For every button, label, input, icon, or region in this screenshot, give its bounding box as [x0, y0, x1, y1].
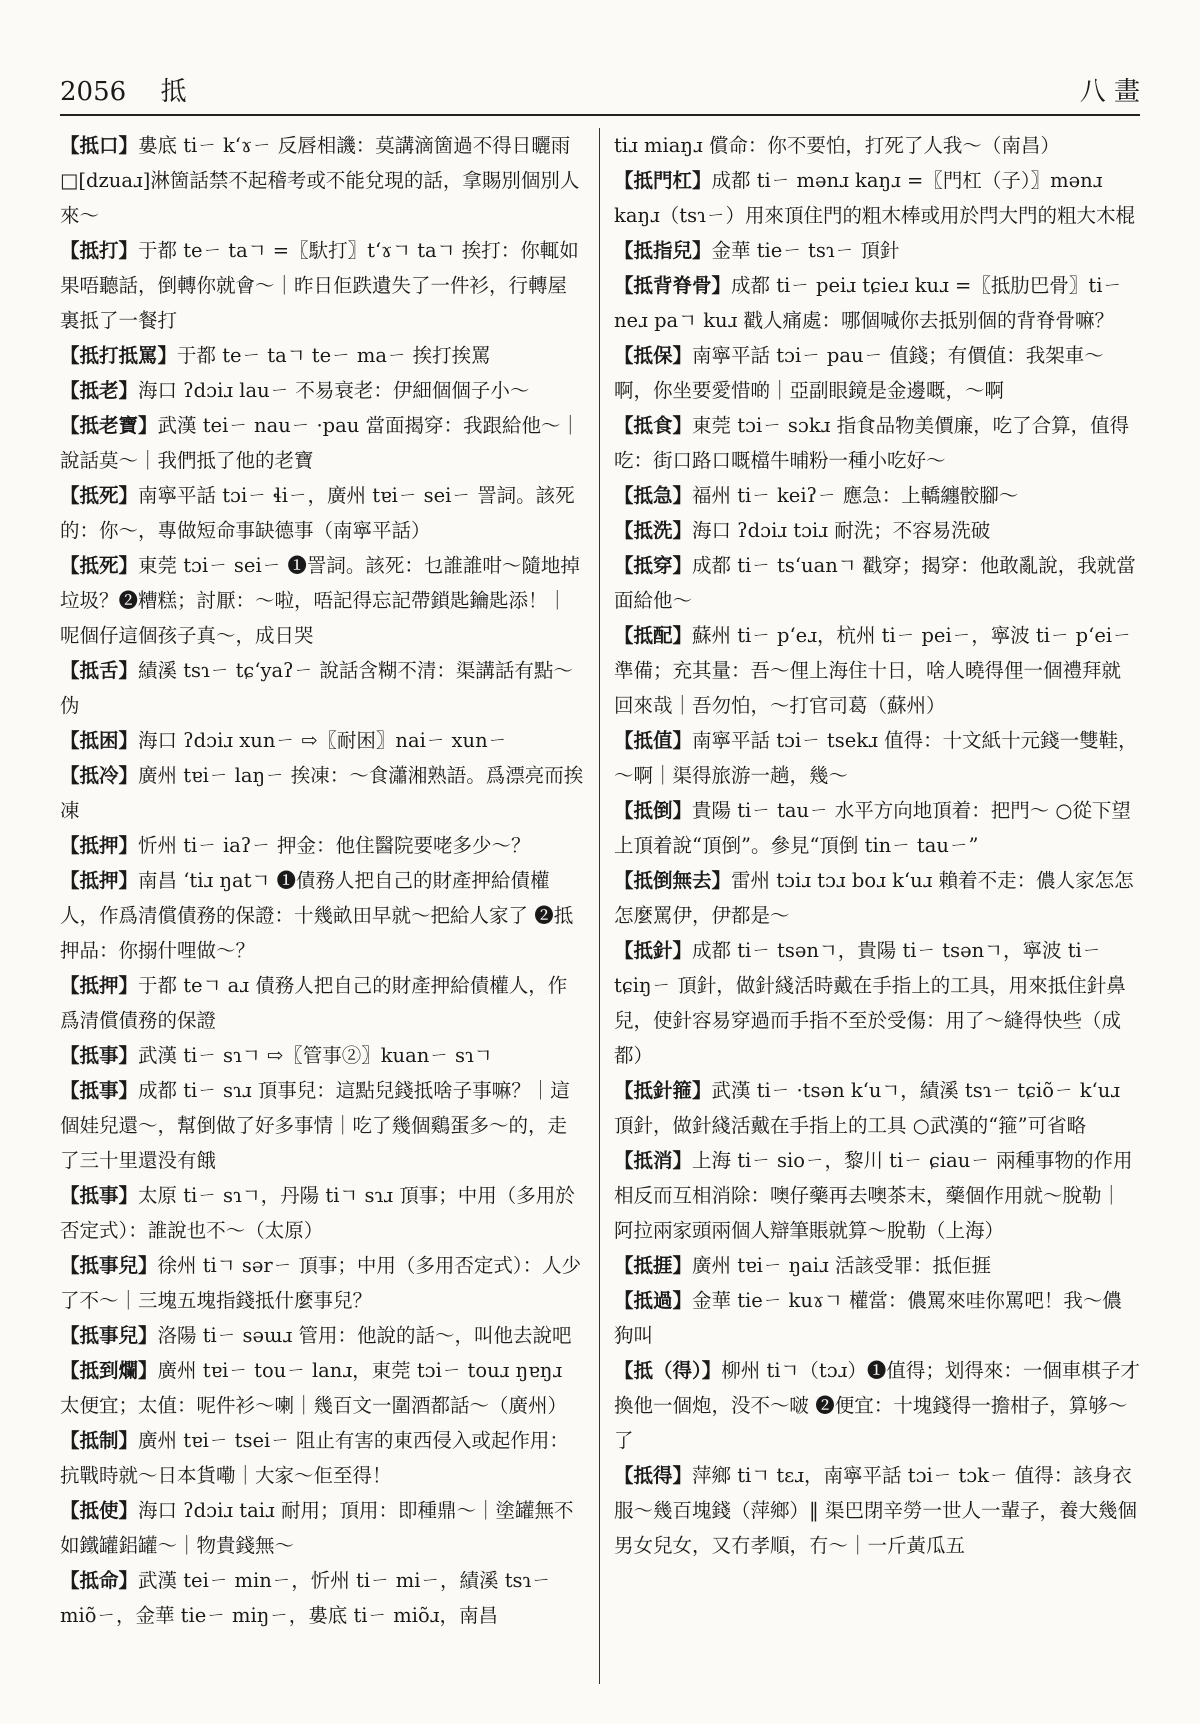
section-title: 八 畫 [1079, 77, 1140, 107]
dictionary-entry [614, 478, 1140, 513]
entry-definition: 金華 tieㄧ tsɿㄧ 頂針 [711, 239, 900, 262]
header-left [60, 71, 212, 108]
head-character: 抵 [160, 77, 187, 107]
dictionary-entry [614, 128, 1140, 163]
dictionary-entry [60, 1353, 585, 1423]
entry-headword: 【抵背脊骨】 [614, 274, 732, 297]
dictionary-entry [60, 1423, 585, 1493]
dictionary-entry [614, 1458, 1140, 1563]
dictionary-entry [614, 1283, 1140, 1353]
dictionary-entry [60, 1493, 585, 1563]
dictionary-entry [614, 1353, 1140, 1458]
entry-definition: 廣州 tɐiㄧ laŋㄧ 挨凍：～食瀟湘熟語。爲漂亮而挨凍 [60, 764, 584, 822]
entry-definition: 績溪 tsɿㄧ tɕʻyaʔㄧ 說話含糊不清：渠講話有點～伪 [60, 659, 573, 717]
dictionary-entry [60, 478, 585, 548]
entry-headword: 【抵事】 [60, 1079, 139, 1102]
entry-headword: 【抵急】 [614, 484, 693, 507]
dictionary-entry [60, 1563, 585, 1633]
entry-headword: 【抵消】 [614, 1149, 693, 1172]
entry-headword: 【抵老】 [60, 379, 139, 402]
entry-definition: 于都 teㄧ taㄱ teㄧ maㄧ 挨打挨罵 [177, 344, 491, 367]
dictionary-entry [614, 723, 1140, 793]
entry-definition: 南寧平話 tɔiㄧ ɬiㄧ，廣州 tɐiㄧ seiㄧ 詈詞。該死的：你～，專做短命事缺德事（南寧平話） [60, 484, 575, 542]
entry-definition: 洛陽 tiㄧ səɯɹ 管用：他說的話～，叫他去說吧 [157, 1324, 572, 1347]
entry-headword: 【抵洗】 [614, 519, 693, 542]
dictionary-entry [614, 1248, 1140, 1283]
page-header [60, 58, 1140, 116]
entry-definition: 成都 tiㄧ peiɹ tɕieɹ kuɹ =〖抵肋巴骨〗tiㄧ neɹ paㄱ kuɹ 戳人痛處：哪個喊你去抵别個的背脊骨嘛？ [614, 274, 1122, 332]
entry-headword: 【抵口】 [60, 134, 139, 157]
dictionary-entry [60, 1178, 585, 1248]
entry-definition: 武漢 tiㄧ sɿㄱ ⇨〖管事②〗kuanㄧ sɿㄱ [138, 1044, 493, 1067]
entry-definition: 海口 ʔdɔiɹ taiɹ 耐用；頂用：即種鼎～｜塗罐無不如鐵罐鋁罐～｜物貴錢無～ [60, 1499, 574, 1557]
dictionary-entry [60, 1248, 585, 1318]
entry-definition: 廣州 tɐiㄧ touㄧ lanɹ，東莞 tɔiㄧ touɹ ŋɐŋɹ 太便宜；太值：呢件衫～喇｜幾百文一圍酒都話～（廣州） [60, 1359, 568, 1417]
entry-definition: 南寧平話 tɔiㄧ tsekɹ 值得：十文紙十元錢一雙鞋，～啊｜渠得旅游一趟，幾～ [614, 729, 1138, 787]
entry-headword: 【抵舌】 [60, 659, 139, 682]
dictionary-entry [614, 618, 1140, 723]
entry-headword: 【抵押】 [60, 974, 139, 997]
entry-definition: 貴陽 tiㄧ tauㄧ 水平方向地頂着：把門～ ○從下望上頂着說“頂倒”。參見“頂倒 tinㄧ tauㄧ” [614, 799, 1131, 857]
dictionary-entry [60, 1038, 585, 1073]
entry-definition: 成都 tiㄧ tsənㄱ，貴陽 tiㄧ tsənㄱ，寧波 tiㄧ tɕiŋㄧ 頂針，做針綫活時戴在手指上的工具，用來抵住針鼻兒，使針容易穿過而手指不至於受傷：用了～縫得快些（成都） [614, 939, 1126, 1067]
dictionary-entry [60, 863, 585, 968]
entry-headword: 【抵打抵罵】 [60, 344, 178, 367]
entry-definition: 海口 ʔdɔiɹ lauㄧ 不易衰老：伊細個個子小～ [138, 379, 530, 402]
dictionary-entry [614, 863, 1140, 933]
entry-headword: 【抵到爛】 [60, 1359, 158, 1382]
entry-definition: 上海 tiㄧ sioㄧ，黎川 tiㄧ ɕiauㄧ 兩種事物的作用相反而互相消除：噢仔藥再去噢茶末，藥個作用就～脫勒｜阿拉兩家頭兩個人辯筆賬就算～脫勒（上海） [614, 1149, 1133, 1242]
dictionary-entry [614, 793, 1140, 863]
entry-headword: 【抵使】 [60, 1499, 139, 1522]
entry-headword: 【抵死】 [60, 484, 139, 507]
entry-definition: 婁底 tiㄧ kʻɤㄧ 反唇相譏：莫講滴箇過不得日曬雨□[dzuaɹ]淋箇話禁不起稽考或不能兌現的話，拿賜別個別人來～ [60, 134, 580, 227]
entry-definition: 蘇州 tiㄧ pʻeɹ，杭州 tiㄧ peiㄧ，寧波 tiㄧ pʻeiㄧ 準備；充其量：吾～俚上海住十日，啥人曉得俚一個禮拜就回來哉｜吾勿怕，～打官司葛（蘇州） [614, 624, 1132, 717]
entry-headword: 【抵得】 [614, 1464, 693, 1487]
entry-definition: 南寧平話 tɔiㄧ pauㄧ 值錢；有價值：我架車～啊，你坐要愛惜啲｜亞副眼鏡是金邊嘅，～啊 [614, 344, 1104, 402]
dictionary-entry [60, 1318, 585, 1353]
dictionary-entry [60, 233, 585, 338]
entry-definition: 東莞 tɔiㄧ sɔkɹ 指食品物美價廉，吃了合算，值得吃：街口路口嘅檔牛晡粉一種小吃好～ [614, 414, 1130, 472]
entry-headword: 【抵針箍】 [614, 1079, 712, 1102]
entry-definition: 柳州 tiㄱ（tɔɹ）❶值得；划得來：一個車棋子才換他一個炮，没不～啵 ❷便宜：十塊錢得一擔柑子，算够～了 [614, 1359, 1140, 1452]
entry-headword: 【抵倒無去】 [614, 869, 732, 892]
entry-headword: 【抵事兒】 [60, 1254, 158, 1277]
dictionary-entry [614, 163, 1140, 233]
dictionary-entry [60, 548, 585, 653]
entry-headword: 【抵困】 [60, 729, 139, 752]
dictionary-entry [614, 338, 1140, 408]
dictionary-entry [60, 408, 585, 478]
entry-definition: 武漢 teiㄧ minㄧ，忻州 tiㄧ miㄧ，績溪 tsɿㄧ miõㄧ，金華 tieㄧ miŋㄧ，婁底 tiㄧ miõɹ，南昌 [60, 1569, 551, 1627]
dictionary-entry [60, 828, 585, 863]
dictionary-entry [60, 968, 585, 1038]
dictionary-entry [60, 1073, 585, 1178]
entry-definition: 海口 ʔdɔiɹ tɔiɹ 耐洗；不容易洗破 [692, 519, 991, 542]
dictionary-entry [60, 373, 585, 408]
entry-definition: 太原 tiㄧ sɿㄱ，丹陽 tiㄱ sɿɹ 頂事；中用（多用於否定式）：誰說也不～（太原） [60, 1184, 575, 1242]
entry-definition: 于都 teㄱ aɹ 債務人把自己的財產押給債權人，作爲清償債務的保證 [60, 974, 568, 1032]
entry-definition: 于都 teㄧ taㄱ =〖馱打〗tʻɤㄱ taㄱ 挨打：你輒如果唔聽話，倒轉你就會～｜昨日佢跌遺失了一件衫，行轉屋裏抵了一餐打 [60, 239, 579, 332]
entry-definition: 廣州 tɐiㄧ tseiㄧ 阻止有害的東西侵入或起作用：抗戰時就～日本貨嘞｜大家～佢至得！ [60, 1429, 569, 1487]
entry-definition: 武漢 teiㄧ nauㄧ ·pau 當面揭穿：我跟給他～｜說話莫～｜我們抵了他的老寶 [60, 414, 581, 472]
entry-headword: 【抵事】 [60, 1044, 139, 1067]
entry-definition: 成都 tiㄧ mənɹ kaŋɹ =〖門杠（子）〗mənɹ kaŋɹ（tsɿㄧ）用來頂住門的粗木棒或用於閂大門的粗大木棍 [614, 169, 1135, 227]
entry-definition: 成都 tiㄧ sɿɹ 頂事兒：這點兒錢抵啥子事嘛？｜這個娃兒還～，幫倒做了好多事情｜吃了幾個鷄蛋多～的，走了三十里還没有餓 [60, 1079, 570, 1172]
entry-headword: 【抵穿】 [614, 554, 693, 577]
entry-definition: 海口 ʔdɔiɹ xunㄧ ⇨〖耐困〗naiㄧ xunㄧ [138, 729, 508, 752]
entry-headword: 【抵制】 [60, 1429, 139, 1452]
entry-definition: 徐州 tiㄱ sərㄧ 頂事；中用（多用否定式）：人少了不～｜三塊五塊指錢抵什麼事兒？ [60, 1254, 582, 1312]
dictionary-entry [614, 1143, 1140, 1248]
entry-headword: 【抵事兒】 [60, 1324, 158, 1347]
entry-headword: 【抵押】 [60, 834, 139, 857]
entry-headword: 【抵捱】 [614, 1254, 693, 1277]
entry-headword: 【抵過】 [614, 1289, 693, 1312]
entry-definition: 南昌 ʻtiɹ ŋatㄱ ❶債務人把自己的財產押給債權人，作爲清償債務的保證：十幾畝田早就～把給人家了 ❷抵押品：你搦什哩做～？ [60, 869, 574, 962]
dictionary-entry [614, 1073, 1140, 1143]
entry-definition: 雷州 tɔiɹ tɔɹ boɹ kʻuɹ 賴着不走：儂人家怎怎怎麼罵伊，伊都是～ [614, 869, 1134, 927]
dictionary-entry [614, 268, 1140, 338]
dictionary-entry [614, 933, 1140, 1073]
entry-headword: 【抵保】 [614, 344, 693, 367]
entry-definition: 忻州 tiㄧ iaʔㄧ 押金：他住醫院要咾多少～？ [138, 834, 531, 857]
entry-headword: 【抵配】 [614, 624, 693, 647]
body-columns [60, 128, 1140, 1684]
entry-definition: 福州 tiㄧ keiʔㄧ 應急：上轎纏骹腳～ [692, 484, 1019, 507]
dictionary-entry [60, 723, 585, 758]
dictionary-entry [614, 233, 1140, 268]
right-column [600, 128, 1140, 1684]
entry-definition: 成都 tiㄧ tsʻuanㄱ 戳穿；揭穿：他敢亂說，我就當面給他～ [614, 554, 1136, 612]
entry-definition: 金華 tieㄧ kuɤㄱ 權當：儂罵來哇你罵吧！我～儂狗叫 [614, 1289, 1122, 1347]
entry-headword: 【抵命】 [60, 1569, 139, 1592]
dictionary-entry [614, 408, 1140, 478]
entry-headword: 【抵針】 [614, 939, 693, 962]
entry-definition: 東莞 tɔiㄧ seiㄧ ❶詈詞。該死：乜誰誰咁～隨地掉垃圾？❷糟糕；討厭：～啦，唔記得忘記帶鎖匙鑰匙添！｜呢個仔這個孩子真～，成日哭 [60, 554, 580, 647]
entry-headword: 【抵打】 [60, 239, 139, 262]
entry-headword: 【抵門杠】 [614, 169, 712, 192]
entry-headword: 【抵倒】 [614, 799, 693, 822]
dictionary-entry [60, 758, 585, 828]
entry-headword: 【抵指兒】 [614, 239, 712, 262]
entry-headword: 【抵押】 [60, 869, 139, 892]
entry-headword: 【抵事】 [60, 1184, 139, 1207]
entry-definition: 廣州 tɐiㄧ ŋaiɹ 活該受罪：抵佢捱 [692, 1254, 991, 1277]
dictionary-entry [614, 548, 1140, 618]
entry-definition: 萍鄉 tiㄱ tɛɹ，南寧平話 tɔiㄧ tɔkㄧ 值得：該身衣服～幾百塊錢（萍鄉）‖ 渠巴閉辛勞一世人一輩子，養大幾個男女兒女，又冇孝順，冇～｜一斤黃瓜五 [614, 1464, 1137, 1557]
dictionary-entry [614, 513, 1140, 548]
entry-headword: 【抵冷】 [60, 764, 139, 787]
entry-headword: 【抵（得）】 [614, 1359, 722, 1382]
dictionary-entry [60, 128, 585, 233]
entry-definition: tiɹ miaŋɹ 償命：你不要怕，打死了人我～（南昌） [614, 134, 1060, 157]
entry-headword: 【抵老寶】 [60, 414, 158, 437]
entry-headword: 【抵食】 [614, 414, 693, 437]
dictionary-entry [60, 653, 585, 723]
dictionary-entry [60, 338, 585, 373]
left-column [60, 128, 600, 1684]
entry-headword: 【抵值】 [614, 729, 693, 752]
entry-definition: 武漢 tiㄧ ·tsən kʻuㄱ，績溪 tsɿㄧ tɕiõㄧ kʻuɹ 頂針，做針綫活戴在手指上的工具 ○武漢的“箍”可省略 [614, 1079, 1121, 1137]
page-number: 2056 [60, 77, 127, 107]
entry-headword: 【抵死】 [60, 554, 139, 577]
